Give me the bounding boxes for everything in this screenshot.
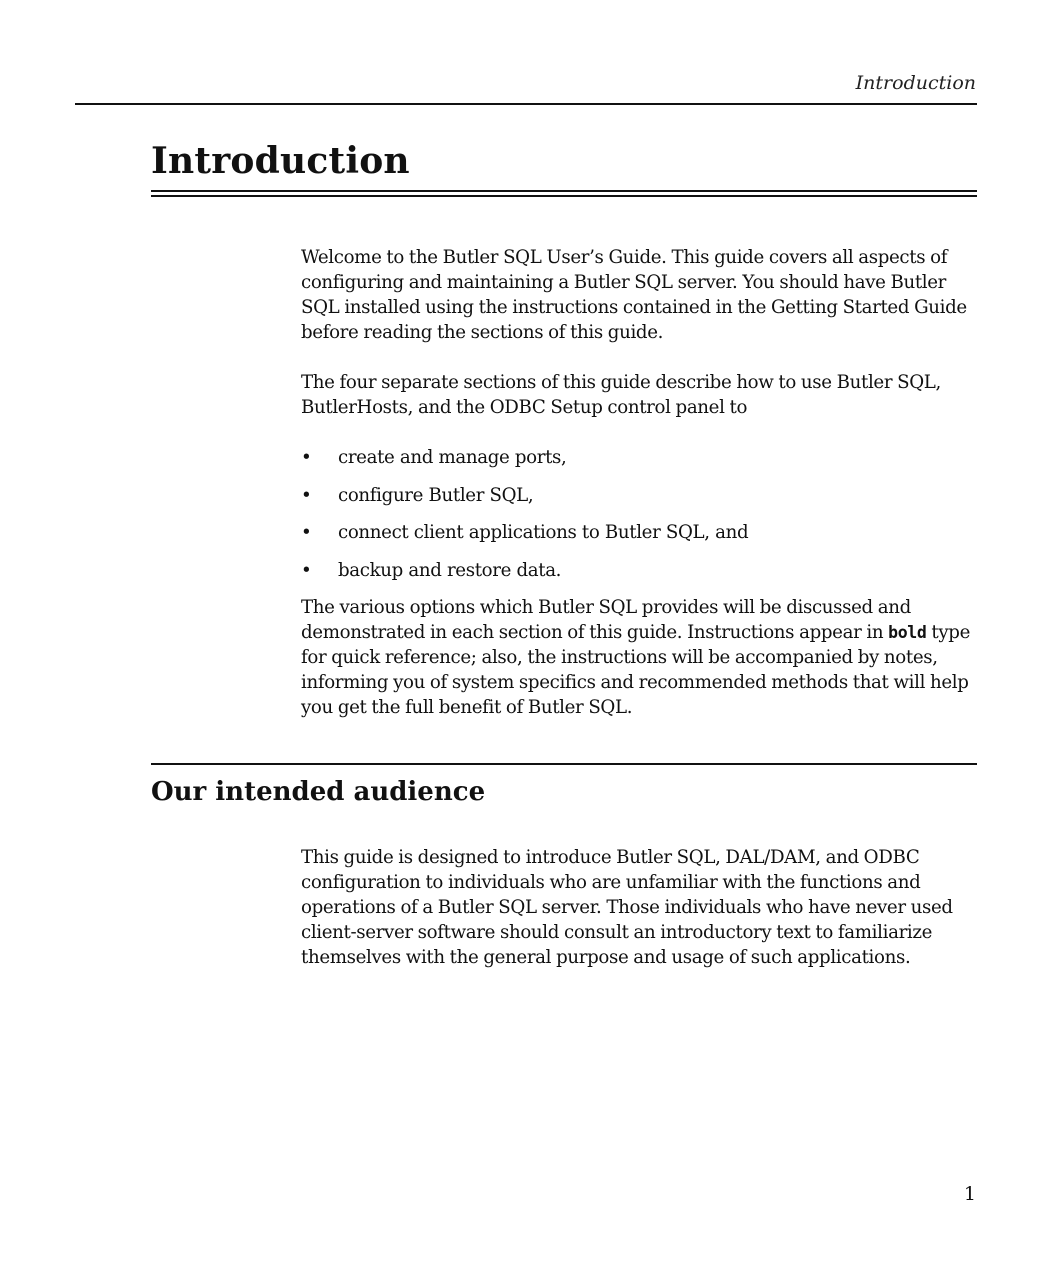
header-rule — [75, 103, 977, 105]
audience-paragraph: This guide is designed to introduce Butler SQL, DAL/DAM, and ODBC configuration to individuals who are unfamiliar with the functions and operations of a Butler SQL server. Those individuals who have never used client-server software should consult an introductory text to familiarize themselves with the general purpose and usage of such applications. — [301, 847, 953, 968]
section-rule — [151, 763, 977, 765]
list-item-text: create and manage ports, — [338, 447, 567, 468]
list-item-text: configure Butler SQL, — [338, 484, 534, 506]
bullet-icon: • — [301, 522, 312, 543]
section-title: Our intended audience — [151, 777, 486, 807]
intro-paragraph-1: Welcome to the Butler SQL User’s Guide. This guide covers all aspects of configuring and maintaining a Butler SQL server. You should have Butler SQL installed using the instructions contained in the Getting Started Guide before reading the sections of this guide. — [301, 247, 967, 343]
bold-keyword: bold — [888, 623, 927, 642]
paragraph-text: The various options which Butler SQL provides will be discussed and demonstrated in each section of this guide. Instructions appear in — [301, 597, 911, 643]
list-item-text: connect client applications to Butler SQL, and — [338, 522, 749, 543]
chapter-title-rule — [151, 190, 977, 197]
list-item — [301, 520, 981, 558]
list-item — [301, 483, 981, 521]
bullet-icon: • — [301, 559, 312, 581]
task-list — [301, 445, 981, 595]
list-item-text: backup and restore data. — [338, 559, 562, 581]
page-number: 1 — [963, 1183, 976, 1205]
paragraph-text: type for quick reference; also, the instructions will be accompanied by notes, informing you of system specifics and recommended methods that will help you get the full benefit of Butler SQL. — [301, 622, 970, 718]
intro-paragraph-2: The four separate sections of this guide describe how to use Butler SQL, ButlerHosts, and the ODBC Setup control panel to — [301, 372, 941, 418]
chapter-title: Introduction — [151, 140, 410, 182]
bullet-icon: • — [301, 484, 312, 506]
list-item — [301, 445, 981, 483]
intro-paragraph-3 — [301, 595, 981, 720]
bullet-icon: • — [301, 447, 312, 468]
running-header: Introduction — [855, 72, 976, 94]
list-item — [301, 558, 981, 596]
